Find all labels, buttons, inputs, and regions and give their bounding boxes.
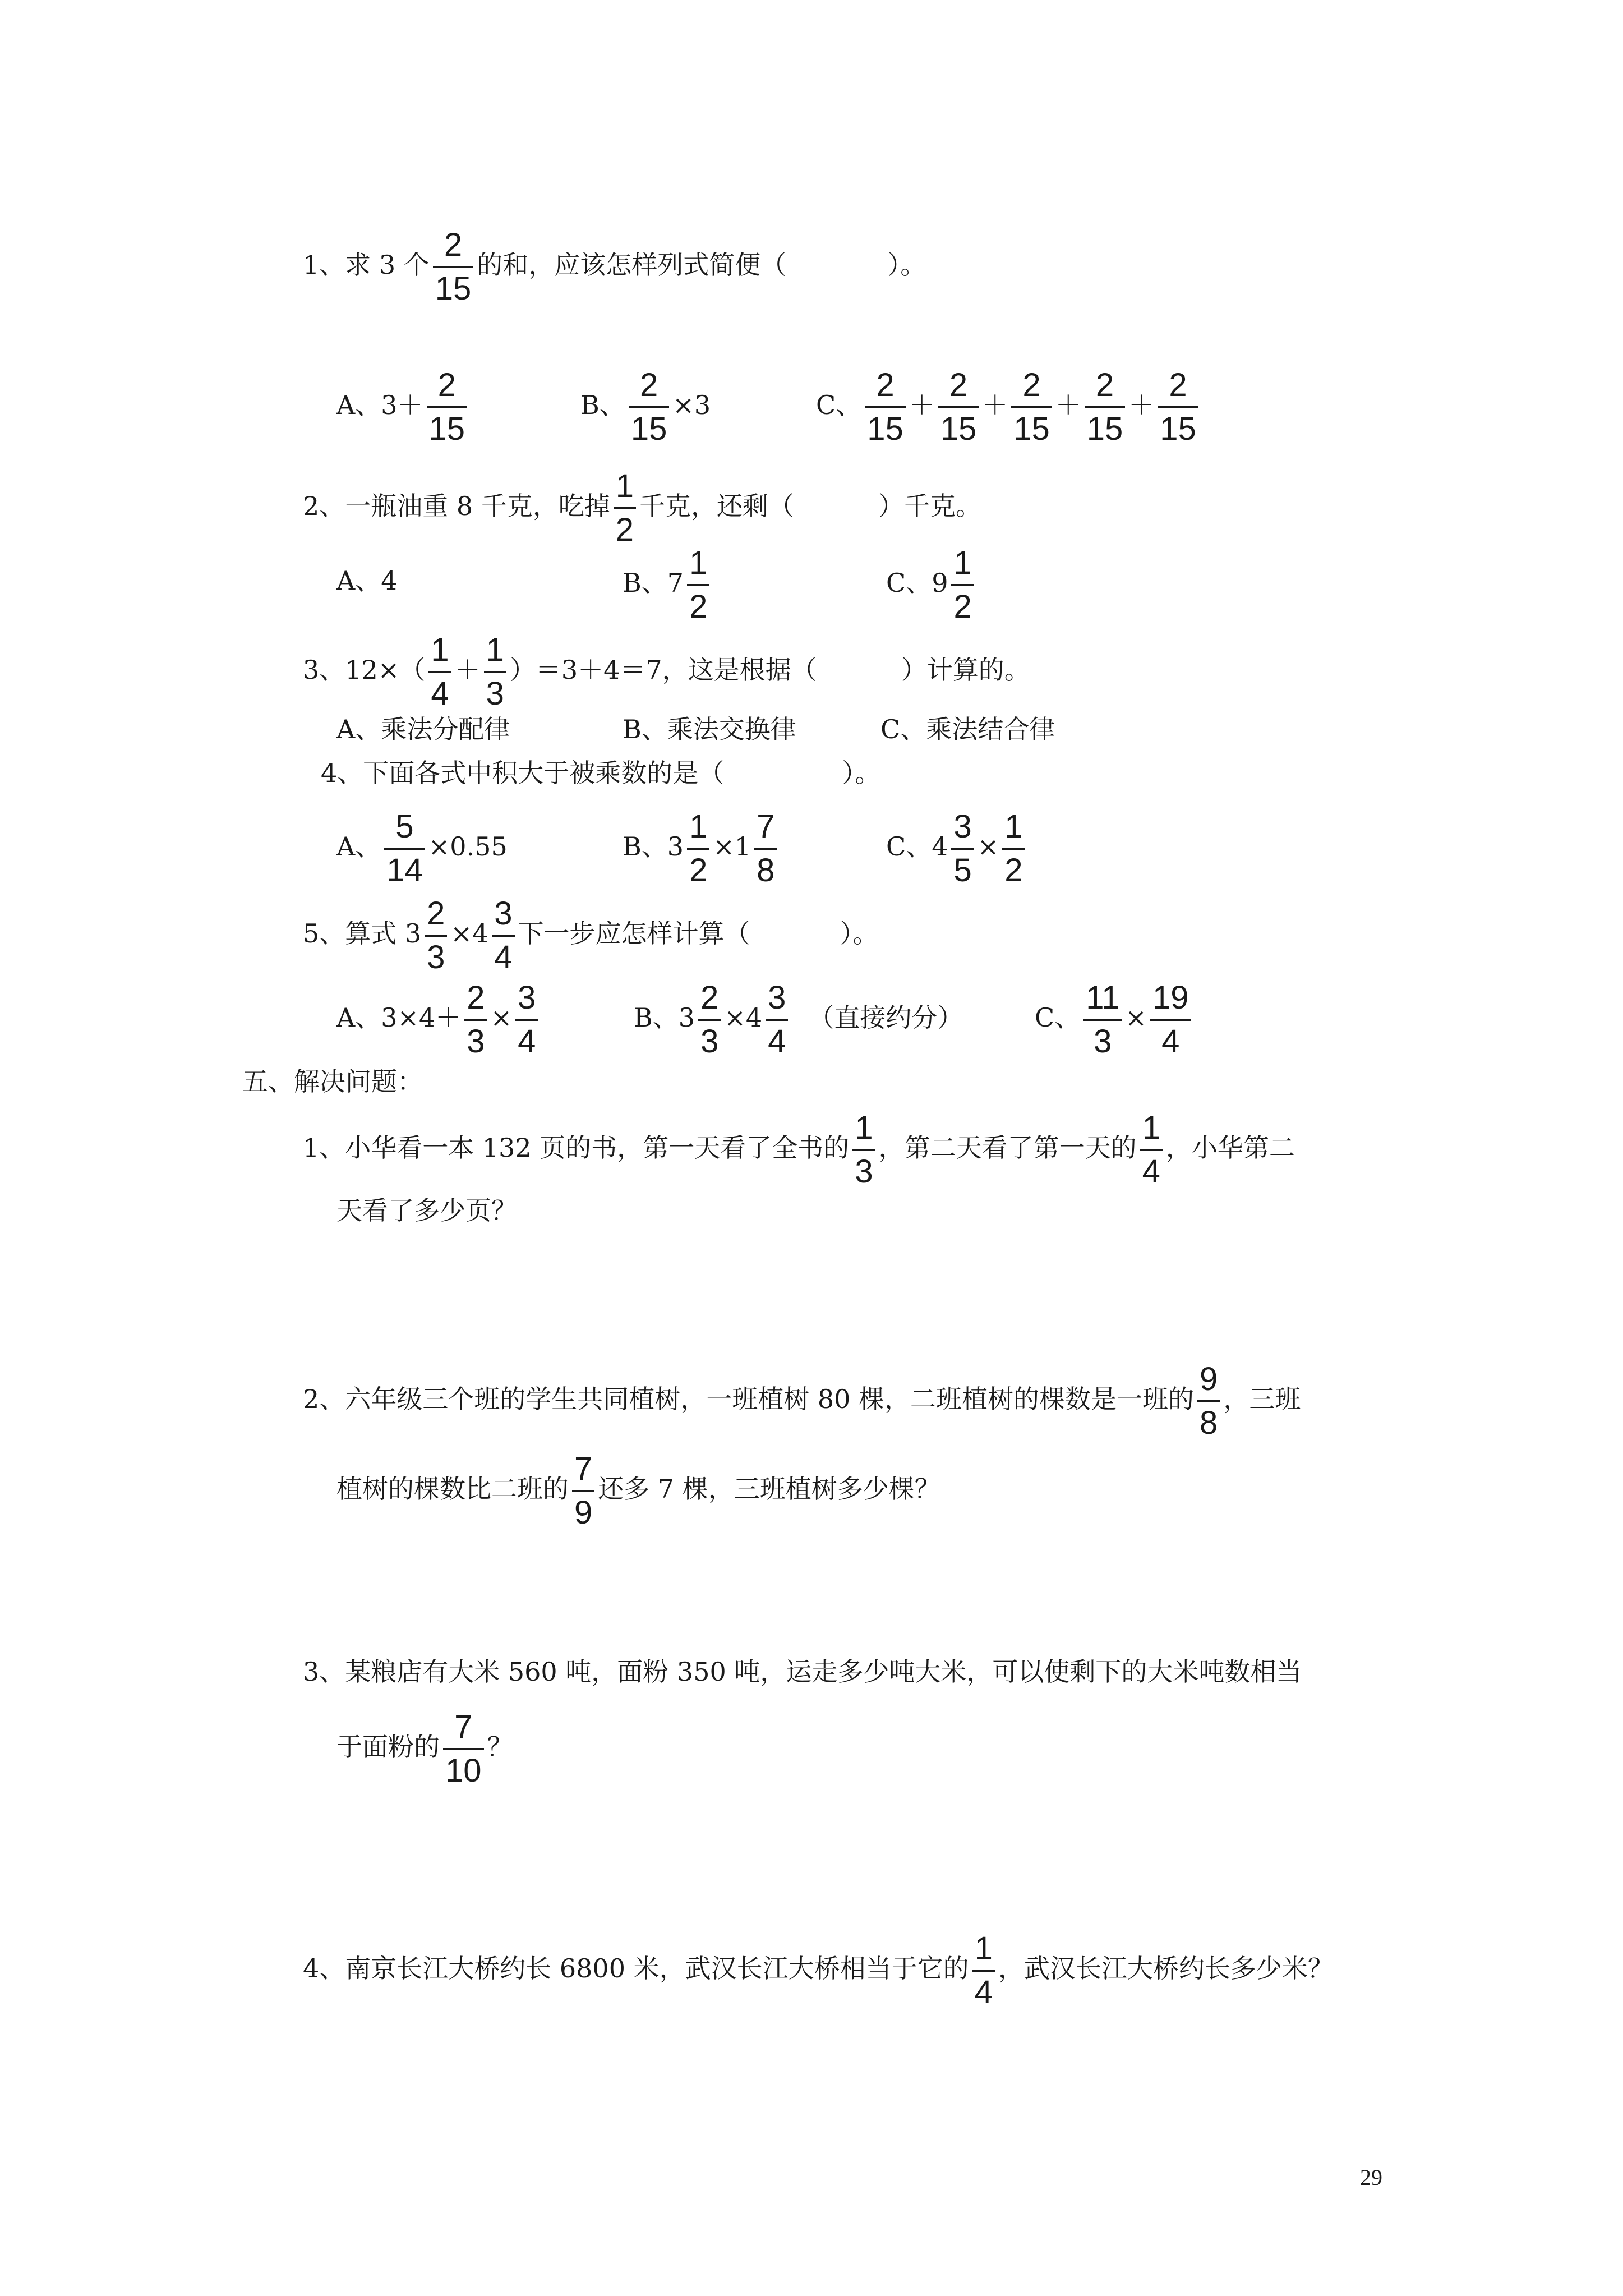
- fraction: $\frac{2}{15}$: [629, 369, 670, 445]
- problem-2: 2、六年级三个班的学生共同植树，一班植树 80 棵，二班植树的棵数是一班的 $\frac{9}{8}$ ，三班: [303, 1361, 1301, 1441]
- fraction: $\frac{2}{15}$: [865, 369, 906, 445]
- fraction: $\frac{1}{3}$: [484, 634, 506, 710]
- fraction: $\frac{1}{2}$: [687, 547, 709, 623]
- q4-option-b: B、3 $\frac{1}{2}$ ×1 $\frac{7}{8}$: [623, 811, 780, 887]
- fraction: $\frac{2}{15}$: [1085, 369, 1126, 445]
- q2-option-b: B、7 $\frac{1}{2}$: [623, 547, 713, 623]
- fraction: $\frac{2}{15}$: [1158, 369, 1198, 445]
- fraction: $\frac{2}{15}$: [433, 229, 474, 305]
- problem-4: 4、南京长江大桥约长 6800 米，武汉长江大桥相当于它的 $\frac{1}{4}$ ，武汉长江大桥约长多少米？: [303, 1930, 1334, 2010]
- problem-1-line2: 天看了多少页？: [336, 1195, 517, 1226]
- problem-1: 1、小华看一本 132 页的书，第一天看了全书的 $\frac{1}{3}$ ，第二天看了第一天的 $\frac{1}{4}$ ，小华第二: [303, 1110, 1295, 1190]
- q1-option-b: B、 $\frac{2}{15}$ ×3: [580, 367, 711, 447]
- fraction: $\frac{2}{15}$: [1011, 369, 1052, 445]
- fraction: $\frac{5}{14}$: [384, 811, 425, 887]
- q5-option-c: C、 $\frac{11}{3}$ × $\frac{19}{4}$: [1035, 982, 1194, 1058]
- problem-2-line2: 植树的棵数比二班的 $\frac{7}{9}$ 还多 7 棵，三班植树多少棵？: [336, 1451, 940, 1531]
- fraction: $\frac{11}{3}$: [1083, 982, 1122, 1058]
- fraction: $\frac{19}{4}$: [1150, 982, 1191, 1058]
- fraction: $\frac{1}{4}$: [1140, 1112, 1163, 1188]
- q3-option-a: A、乘法分配律: [336, 714, 510, 744]
- question-5: 5、算式 3 $\frac{2}{3}$ ×4 $\frac{3}{4}$ 下一步应怎样计算（ ）。: [303, 895, 879, 976]
- fraction: $\frac{2}{15}$: [427, 369, 468, 445]
- fraction: $\frac{3}{5}$: [951, 811, 974, 887]
- fraction: $\frac{1}{2}$: [614, 470, 636, 546]
- question-1: [303, 229, 926, 305]
- q1-close: ）。: [887, 250, 926, 280]
- q4-option-c: C、4 $\frac{3}{5}$ × $\frac{1}{2}$: [886, 811, 1029, 887]
- q3-option-b: B、乘法交换律: [623, 714, 796, 744]
- fraction: $\frac{1}{4}$: [972, 1932, 995, 2009]
- q3-option-c: C、乘法结合律: [880, 714, 1055, 744]
- fraction: $\frac{9}{8}$: [1197, 1363, 1220, 1439]
- question-2: 2、一瓶油重 8 千克，吃掉 $\frac{1}{2}$ 千克，还剩（ ）千克。: [303, 468, 982, 548]
- fraction: $\frac{1}{4}$: [428, 634, 451, 710]
- fraction: $\frac{3}{4}$: [492, 898, 514, 974]
- q2-option-a: A、4: [336, 565, 398, 596]
- problem-3: 3、某粮店有大米 560 吨，面粉 350 吨，运走多少吨大米，可以使剩下的大米吨数相当: [303, 1657, 1302, 1687]
- fraction: $\frac{3}{4}$: [766, 982, 788, 1058]
- fraction: $\frac{3}{4}$: [515, 982, 538, 1058]
- fraction: $\frac{2}{15}$: [938, 369, 979, 445]
- fraction: $\frac{2}{3}$: [425, 898, 447, 974]
- fraction: $\frac{1}{2}$: [687, 811, 709, 887]
- fraction: $\frac{7}{8}$: [754, 811, 777, 887]
- q1-prefix: 1、求 3 个: [303, 250, 430, 280]
- section-title: 五、解决问题：: [242, 1066, 423, 1097]
- question-4: 4、下面各式中积大于被乘数的是（ ）。: [321, 758, 881, 788]
- fraction: $\frac{1}{2}$: [1002, 811, 1025, 887]
- q4-option-a: A、 $\frac{5}{14}$ ×0.55: [336, 808, 508, 889]
- problem-3-line2: 于面粉的 $\frac{7}{10}$ ？: [336, 1709, 513, 1789]
- fraction: $\frac{2}{3}$: [698, 982, 721, 1058]
- q5-option-a: A、3×4＋ $\frac{2}{3}$ × $\frac{3}{4}$: [336, 982, 541, 1058]
- fraction: $\frac{7}{9}$: [572, 1453, 594, 1529]
- q1-option-a: A、3＋ $\frac{2}{15}$: [336, 369, 471, 445]
- q1-suffix: 的和，应该怎样列式简便（: [477, 250, 787, 280]
- q5-option-b: B、3 $\frac{2}{3}$ ×4 $\frac{3}{4}$ （直接约分）: [634, 979, 963, 1060]
- q2-option-c: C、9 $\frac{1}{2}$: [886, 547, 978, 623]
- fraction: $\frac{2}{3}$: [464, 982, 487, 1058]
- fraction: $\frac{1}{2}$: [951, 547, 974, 623]
- question-3: 3、12×（ $\frac{1}{4}$ ＋ $\frac{1}{3}$ ）＝3＋4＝7，这是根据（ ）计算的。: [303, 632, 1030, 712]
- fraction: $\frac{7}{10}$: [443, 1711, 484, 1787]
- fraction: $\frac{1}{3}$: [852, 1112, 875, 1188]
- q1-option-c: C、 $\frac{2}{15}$ ＋ $\frac{2}{15}$ ＋ $\frac{2}{15}$ ＋ $\frac{2}{15}$ ＋ $\frac{2}{15}$: [816, 369, 1202, 445]
- page-number: 29: [1360, 2165, 1382, 2190]
